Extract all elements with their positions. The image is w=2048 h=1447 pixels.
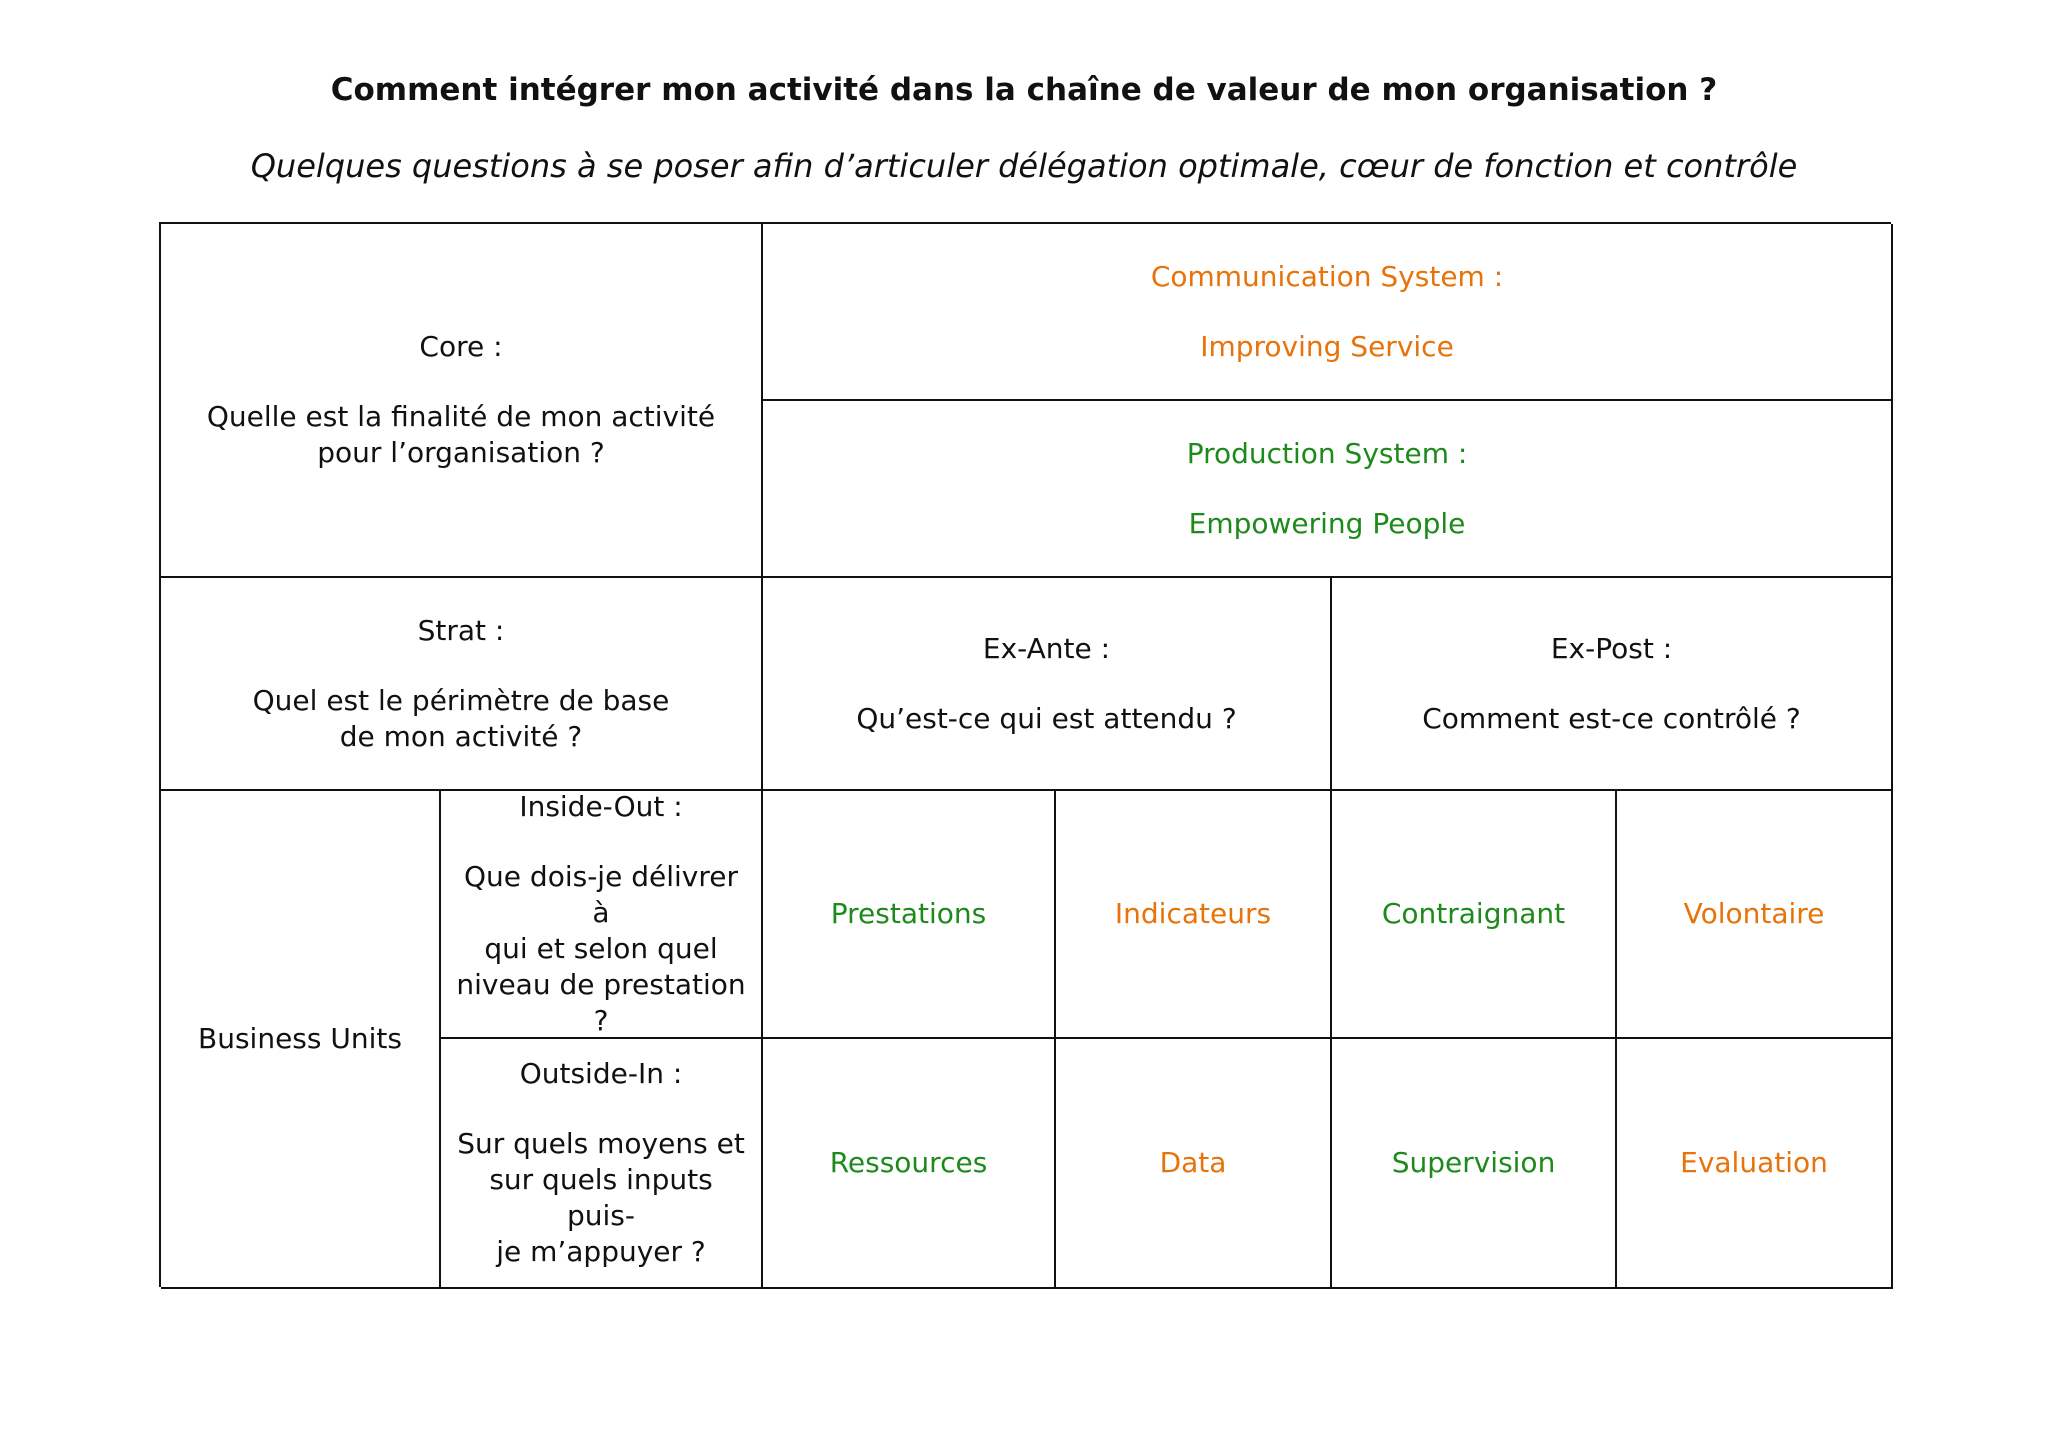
core-label: Core : <box>419 330 503 363</box>
ex-ante-question: Qu’est-ce qui est attendu ? <box>856 701 1237 735</box>
value-chain-table <box>159 222 1891 1287</box>
ex-post-label: Ex-Post : <box>1550 631 1673 665</box>
ex-post-cell <box>1332 578 1893 791</box>
business-units-cell: Business Units <box>161 791 441 1289</box>
prestations-cell: Prestations <box>763 791 1056 1039</box>
inside-out-question: Que dois-je délivrer à qui et selon quel niveau de prestation ? <box>456 860 746 1037</box>
outside-in-label: Outside-In : <box>519 1057 683 1090</box>
data-cell: Data <box>1056 1039 1332 1289</box>
inside-out-cell <box>441 791 763 1039</box>
volontaire-cell: Volontaire <box>1617 791 1893 1039</box>
evaluation-cell: Evaluation <box>1617 1039 1893 1289</box>
outside-in-cell <box>441 1039 763 1289</box>
ex-ante-cell <box>763 578 1332 791</box>
strat-cell <box>161 578 763 791</box>
indicateurs-cell: Indicateurs <box>1056 791 1332 1039</box>
ex-post-question: Comment est-ce contrôlé ? <box>1422 701 1801 735</box>
communication-system-label: Communication System : <box>1150 259 1504 293</box>
page-subtitle: Quelques questions à se poser afin d’articuler délégation optimale, cœur de fonction et contrôle <box>250 147 1798 185</box>
strat-label: Strat : <box>417 613 505 647</box>
communication-system-value: Improving Service <box>1200 329 1454 363</box>
core-cell <box>161 224 763 578</box>
supervision-cell: Supervision <box>1332 1039 1617 1289</box>
strat-question: Quel est le périmètre de base de mon activité ? <box>252 683 670 753</box>
production-system-label: Production System : <box>1186 436 1468 470</box>
production-system-cell <box>763 401 1893 578</box>
production-system-value: Empowering People <box>1188 506 1466 540</box>
page-title: Comment intégrer mon activité dans la chaîne de valeur de mon organisation ? <box>330 72 1718 108</box>
ressources-cell: Ressources <box>763 1039 1056 1289</box>
outside-in-question: Sur quels moyens et sur quels inputs puis- je m’appuyer ? <box>457 1127 745 1268</box>
inside-out-label: Inside-Out : <box>519 790 683 823</box>
contraignant-cell: Contraignant <box>1332 791 1617 1039</box>
communication-system-cell <box>763 224 1893 401</box>
ex-ante-label: Ex-Ante : <box>982 631 1111 665</box>
core-question: Quelle est la finalité de mon activité pour l’organisation ? <box>206 400 716 469</box>
